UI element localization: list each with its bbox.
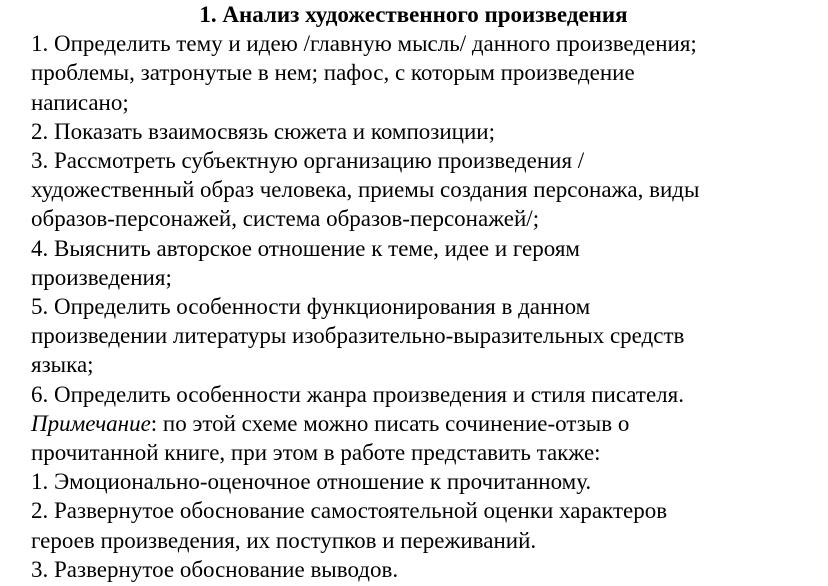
note-text-line: 3. Развернутое обоснование выводов. [31, 556, 399, 582]
text-line: языка; [31, 352, 94, 378]
note-text: : по этой схеме можно писать сочинение-отзыв о [150, 410, 630, 436]
document [31, 0, 821, 584]
text-line: написано; [31, 89, 129, 115]
text-line: 2. Показать взаимосвязь сюжета и композиции; [31, 118, 495, 144]
note-text-line: героев произведения, их поступков и переживаний. [31, 527, 537, 553]
text-line: произведения; [31, 264, 172, 290]
text-line: художественный образ человека, приемы создания персонажа, виды [31, 177, 700, 203]
note-text-line: 2. Развернутое обоснование самостоятельной оценки характеров [31, 498, 668, 524]
text-line: проблемы, затронутые в нем; пафос, с которым произведение [31, 60, 635, 86]
text-line: 1. Определить тему и идею /главную мысль/ данного произведения; [31, 31, 697, 57]
text-line: образов-персонажей, система образов-персонажей/; [31, 206, 540, 232]
note-text-line: 1. Эмоционально-оценочное отношение к прочитанному. [31, 469, 592, 495]
text-line: 5. Определить особенности функционирования в данном [31, 294, 591, 320]
note-label: Примечание [31, 410, 151, 436]
text-line: 3. Рассмотреть субъектную организацию произведения / [31, 148, 585, 174]
text-line: 6. Определить особенности жанра произведения и стиля писателя. [31, 381, 684, 407]
note-text-line: прочитанной книге, при этом в работе представить также: [31, 440, 601, 466]
document-title: 1. Анализ художественного произведения [199, 2, 628, 27]
text-line: произведении литературы изобразительно-выразительных средств [31, 323, 685, 349]
note-line [31, 409, 821, 438]
text-line: 4. Выяснить авторское отношение к теме, идее и героям [31, 235, 580, 261]
